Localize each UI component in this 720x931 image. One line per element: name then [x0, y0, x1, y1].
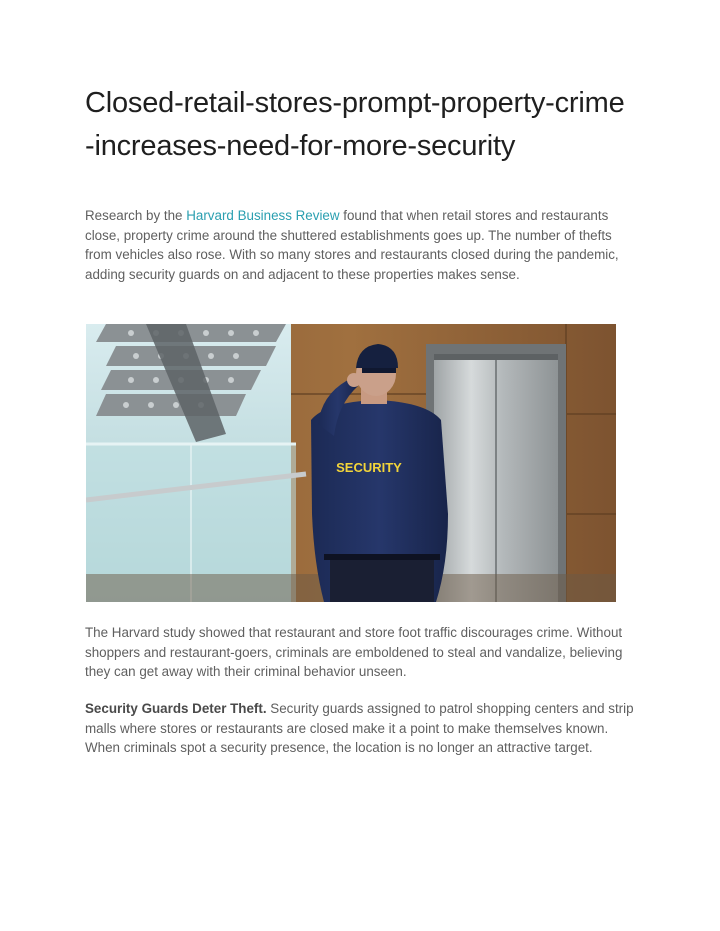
deter-theft-paragraph — [85, 699, 637, 758]
harvard-study-paragraph: The Harvard study showed that restaurant and store foot traffic discourages crime. Without shoppers and restaurant-goers, criminals are emboldened to steal and vandalize, believing they can get away with their criminal behavior unseen. — [85, 625, 623, 679]
jacket-security-text: SECURITY — [336, 460, 402, 475]
intro-text-after-link: found that when retail stores and restaurants close, property crime around the shuttered establishments goes up. The number of thefts from vehicles also rose. With so many stores and restaurants closed during the pandemic, adding security guards on and adjacent to these properties makes sense. — [85, 208, 619, 282]
intro-text-before-link: Research by the — [85, 208, 187, 223]
deter-theft-heading: Security Guards Deter Theft. — [85, 701, 267, 716]
security-guard-photo — [86, 324, 616, 602]
deter-theft-text: Security guards assigned to patrol shopping centers and strip malls where stores or restaurants are closed make it a point to make themselves known. When criminals spot a security presence, the location is no longer an attractive target. — [85, 701, 634, 755]
article-title: Closed-retail-stores-prompt-property-crime-increases-need-for-more-security — [85, 87, 625, 162]
harvard-business-review-link[interactable]: Harvard Business Review — [186, 208, 340, 223]
intro-paragraph — [85, 206, 637, 284]
